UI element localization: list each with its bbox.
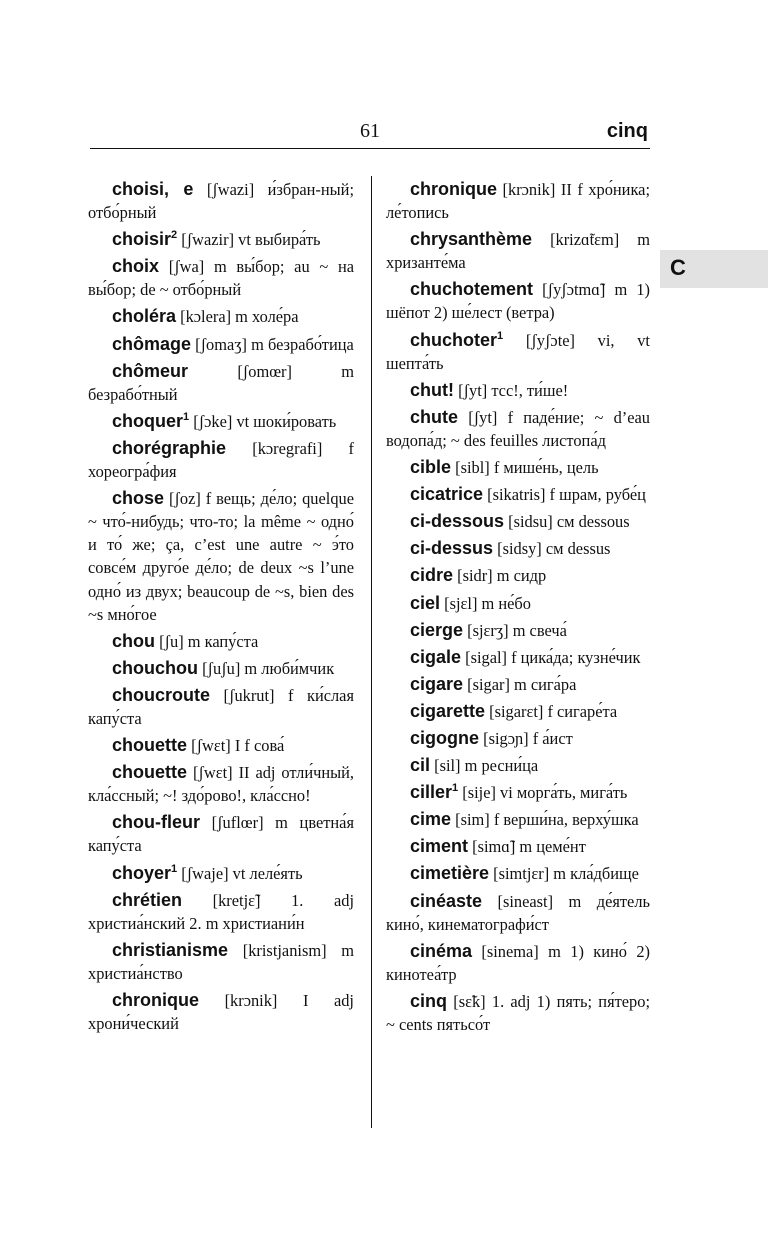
dictionary-entry — [386, 936, 650, 986]
right-column — [386, 174, 650, 1036]
headword: cible — [410, 457, 452, 478]
dictionary-entry — [88, 757, 354, 807]
entry-body: [ʃyʃɔtmɑ̃] m 1) шёпот 2) ше́лест (ветра) — [386, 280, 650, 323]
entry-body: [ʃwazir] vt выбира́ть — [177, 230, 321, 250]
headword: cicatrice — [410, 484, 484, 505]
headword: chômage — [112, 333, 192, 354]
dictionary-entry — [88, 626, 354, 653]
headword: chouchou — [112, 657, 198, 678]
entry-body: [ʃoz] f вещь; де́ло; quelque ~ что́-нибудь; что-то; la même ~ одно́ и то́ же; ça, c’est une autre ~ э́то совсе́м друго́е де́ло; de deux ~s l’une одно́ из двух; beaucoup de ~s, bien des ~s мно́гое — [88, 489, 354, 624]
dictionary-entry — [386, 174, 650, 224]
dictionary-entry — [88, 653, 354, 680]
headword: choucroute — [112, 684, 211, 705]
headword: chômeur — [112, 360, 189, 381]
dictionary-entry — [88, 730, 354, 757]
entry-body: [sɛ̃k] 1. adj 1) пять; пя́теро; ~ cents пятьсо́т — [386, 991, 650, 1034]
headword: chouette — [112, 762, 188, 783]
entry-body: [kristjanism] m христиа́нство — [88, 940, 354, 983]
entry-body: [ʃyt] тсс!, ти́ше! — [454, 380, 569, 400]
entry-body: [ʃukrut] f ки́слая капу́ста — [88, 685, 354, 728]
dictionary-entry — [88, 680, 354, 730]
dictionary-entry — [386, 804, 650, 831]
dictionary-entry — [386, 750, 650, 777]
headword: cinq — [410, 990, 448, 1011]
entry-body: [sije] vi морга́ть, мига́ть — [458, 783, 628, 803]
conjugation-number: 1 — [171, 862, 178, 875]
dictionary-entry — [386, 723, 650, 750]
dictionary-entry — [386, 560, 650, 587]
entry-body: [sigal] f цика́да; кузне́чик — [461, 647, 641, 667]
entry-body: [krɔnik] I adj хрони́ческий — [88, 991, 354, 1034]
dictionary-entry — [386, 452, 650, 479]
column-divider — [371, 176, 372, 1128]
headword: chou — [112, 630, 155, 651]
page-number: 61 — [360, 120, 380, 142]
headword: cidre — [410, 565, 454, 586]
headword: choquer — [112, 410, 184, 431]
headword: chronique — [410, 179, 498, 199]
dictionary-entry — [386, 506, 650, 533]
entry-body: [sil] m ресни́ца — [430, 756, 539, 776]
entry-body: [ʃuʃu] m люби́мчик — [198, 658, 335, 678]
dictionary-entry — [88, 301, 354, 328]
dictionary-entry — [386, 696, 650, 723]
entry-body: [simɑ̃] m цеме́нт — [468, 837, 586, 857]
dictionary-entry — [88, 251, 354, 301]
headword: chose — [112, 488, 165, 509]
headword: cil — [410, 755, 431, 776]
dictionary-entry — [88, 356, 354, 406]
headword: chorégraphie — [112, 437, 227, 458]
entry-body: [ʃomaʒ] m безрабо́тица — [191, 334, 354, 354]
headword: cierge — [410, 619, 464, 640]
headword: chrétien — [112, 889, 183, 910]
entry-body: [sigɔɲ] f а́ист — [479, 728, 573, 748]
headword: cimetière — [410, 863, 490, 884]
dictionary-entry — [88, 858, 354, 885]
entry-body: [sikatris] f шрам, рубе́ц — [483, 485, 646, 505]
conjugation-number: 1 — [452, 782, 459, 795]
dictionary-entry — [88, 224, 354, 251]
headword: choisi, e — [112, 179, 194, 199]
dictionary-entry — [88, 174, 354, 224]
headword: christianisme — [112, 939, 229, 960]
entry-body: [kɔregrafi] f хореогра́фия — [88, 438, 354, 482]
entry-body: [ʃuflœr] m цветна́я капу́ста — [88, 813, 354, 856]
entry-body: [ʃwaje] vt леле́ять — [177, 863, 303, 883]
left-column — [88, 174, 354, 1035]
entry-body: [krizɑ̃tɛm] m хризанте́ма — [386, 230, 650, 273]
entry-body: [sidsu] см dessous — [504, 512, 630, 532]
entry-body: [sinema] m 1) кино́ 2) кинотеа́тр — [386, 941, 650, 984]
dictionary-entry — [386, 375, 650, 402]
entry-body: [ʃwɛt] II adj отли́чный, кла́ссный; ~! здо́рово!, кла́ссно! — [88, 763, 354, 806]
dictionary-entry — [386, 777, 650, 804]
dictionary-entry — [386, 858, 650, 885]
header-rule — [90, 148, 650, 149]
headword: ci-dessous — [410, 511, 505, 532]
dictionary-entry — [88, 329, 354, 356]
dictionary-entry — [386, 886, 650, 936]
headword: cinéaste — [410, 890, 483, 911]
entry-body: [sidsy] см dessus — [493, 539, 611, 559]
headword: cigare — [410, 673, 464, 694]
dictionary-entry — [386, 479, 650, 506]
entry-body: [ʃwa] m вы́бор; au ~ на вы́бор; de ~ отбо́рный — [88, 257, 354, 300]
headword: ci-dessus — [410, 538, 494, 559]
dictionary-entry — [88, 807, 354, 857]
headword: chuchoter — [410, 329, 498, 350]
headword: cime — [410, 809, 452, 830]
entry-body: [ʃyt] f паде́ние; ~ d’eau водопа́д; ~ des feuilles листопа́д — [386, 407, 650, 450]
thumb-tab-letter: C — [670, 255, 686, 280]
entry-body: [kɔlera] m холе́ра — [176, 307, 299, 327]
dictionary-entry — [386, 224, 650, 274]
entry-body: [sjɛrʒ] m свеча́ — [463, 620, 567, 640]
headword: chouette — [112, 735, 188, 756]
dictionary-entry — [386, 642, 650, 669]
headword: chuchotement — [410, 279, 534, 300]
dictionary-entry — [88, 985, 354, 1035]
entry-body: [simtjɛr] m кла́дбище — [489, 864, 639, 884]
headword: ciller — [410, 782, 453, 803]
entry-body: [sineast] m де́ятель кино́, кинематографи́ст — [386, 891, 650, 934]
entry-body: [krɔnik] II f хро́ника; ле́топись — [386, 180, 650, 223]
entry-body: [sigarɛt] f сигаре́та — [485, 701, 618, 721]
headword: choisir — [112, 229, 172, 250]
entry-body: [ʃɔke] vt шоки́ровать — [189, 411, 337, 431]
headword: choix — [112, 256, 160, 277]
entry-body: [ʃomœr] m безрабо́тный — [88, 361, 354, 404]
dictionary-entry — [88, 433, 354, 483]
conjugation-number: 1 — [497, 329, 504, 342]
headword: choyer — [112, 862, 172, 883]
dictionary-entry — [88, 885, 354, 935]
dictionary-entry — [386, 986, 650, 1036]
conjugation-number: 2 — [171, 229, 178, 242]
headword: cigale — [410, 646, 462, 667]
entry-body: [kretjɛ̃] 1. adj христиа́нский 2. m христиани́н — [88, 890, 354, 933]
letter-thumb-tab — [660, 250, 768, 288]
dictionary-entry — [386, 669, 650, 696]
entry-body: [ʃwazi] и́збран-ный; отбо́рный — [88, 180, 355, 223]
headword: chrysanthème — [410, 229, 533, 250]
entry-body: [sim] f верши́на, верху́шка — [451, 810, 639, 830]
headword: cigogne — [410, 727, 480, 748]
dictionary-entry — [386, 831, 650, 858]
dictionary-entry — [386, 615, 650, 642]
dictionary-entry — [386, 274, 650, 324]
dictionary-entry — [386, 402, 650, 452]
guide-word: cinq — [606, 120, 648, 142]
entry-body: [ʃu] m капу́ста — [155, 631, 259, 651]
entry-body: [sigar] m сига́ра — [463, 674, 577, 694]
headword: cinéma — [410, 940, 473, 961]
dictionary-entry — [386, 325, 650, 375]
dictionary-entry — [386, 533, 650, 560]
entry-body: [ʃwɛt] I f сова́ — [187, 736, 285, 756]
entry-body: [sibl] f мише́нь, цель — [451, 458, 599, 478]
dictionary-entry — [88, 406, 354, 433]
headword: chronique — [112, 990, 200, 1010]
entry-body: [ʃyʃɔte] vi, vt шепта́ть — [386, 330, 650, 373]
headword: ciment — [410, 836, 469, 857]
headword: cigarette — [410, 700, 486, 721]
dictionary-entry — [88, 483, 354, 626]
headword: chut! — [410, 379, 454, 400]
headword: choléra — [112, 306, 177, 327]
entry-body: [sjɛl] m не́бо — [440, 593, 531, 613]
headword: ciel — [410, 592, 441, 613]
dictionary-entry — [88, 935, 354, 985]
headword: chou-fleur — [112, 812, 200, 833]
headword: chute — [410, 406, 459, 427]
conjugation-number: 1 — [183, 410, 190, 423]
entry-body: [sidr] m сидр — [453, 566, 547, 586]
dictionary-entry — [386, 588, 650, 615]
